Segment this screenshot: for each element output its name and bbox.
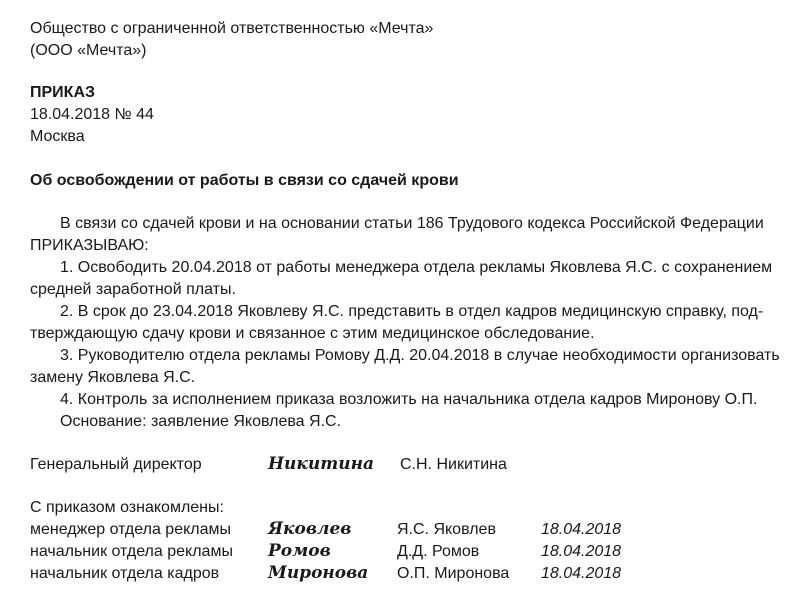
row-signature: Миронова	[268, 563, 369, 583]
row-position: начальник отдела кадров	[30, 565, 220, 582]
preamble-line-2: ПРИКАЗЫВАЮ:	[30, 237, 149, 254]
row-position: начальник отдела рекламы	[30, 543, 233, 560]
item-2-line-2: тверждающую сдачу крови и связанное с этим медицинское обследование.	[30, 325, 595, 342]
acquaintance-heading: С приказом ознакомлены:	[30, 499, 224, 516]
item-3-line-1: 3. Руководителю отдела рекламы Ромову Д.Д. 20.04.2018 в случае необходимости организовать	[60, 347, 780, 364]
row-signature: Яковлев	[268, 519, 352, 539]
director-name: С.Н. Никитина	[400, 456, 507, 473]
row-date: 18.04.2018	[541, 565, 622, 582]
order-city: Москва	[30, 128, 85, 145]
row-name: Я.С. Яковлев	[397, 521, 496, 538]
basis: Основание: заявление Яковлева Я.С.	[60, 413, 342, 430]
row-date: 18.04.2018	[541, 521, 622, 538]
item-1-line-2: средней заработной платы.	[30, 281, 236, 298]
org-full-name: Общество с ограниченной ответственностью «Мечта»	[30, 20, 434, 37]
row-position: менеджер отдела рекламы	[30, 521, 231, 538]
director-signature: Никитина	[268, 454, 375, 474]
row-name: Д.Д. Ромов	[397, 543, 480, 560]
row-name: О.П. Миронова	[397, 565, 510, 582]
order-title: ПРИКАЗ	[30, 84, 96, 101]
director-position: Генеральный директор	[30, 456, 202, 473]
item-3-line-2: замену Яковлева Я.С.	[30, 369, 196, 386]
org-short-name: (ООО «Мечта»)	[30, 42, 147, 59]
row-date: 18.04.2018	[541, 543, 622, 560]
preamble-line-1: В связи со сдачей крови и на основании статьи 186 Трудового кодекса Российской Федерации	[60, 215, 764, 232]
order-subject: Об освобождении от работы в связи со сдачей крови	[30, 172, 459, 189]
row-signature: Ромов	[268, 541, 331, 561]
item-2-line-1: 2. В срок до 23.04.2018 Яковлеву Я.С. представить в отдел кадров медицинскую справку, под-	[60, 303, 764, 320]
item-4: 4. Контроль за исполнением приказа возложить на начальника отдела кадров Миронову О.П.	[60, 391, 758, 408]
item-1-line-1: 1. Освободить 20.04.2018 от работы менеджера отдела рекламы Яковлева Я.С. с сохранением	[60, 259, 773, 276]
order-date-number: 18.04.2018 № 44	[30, 106, 154, 123]
